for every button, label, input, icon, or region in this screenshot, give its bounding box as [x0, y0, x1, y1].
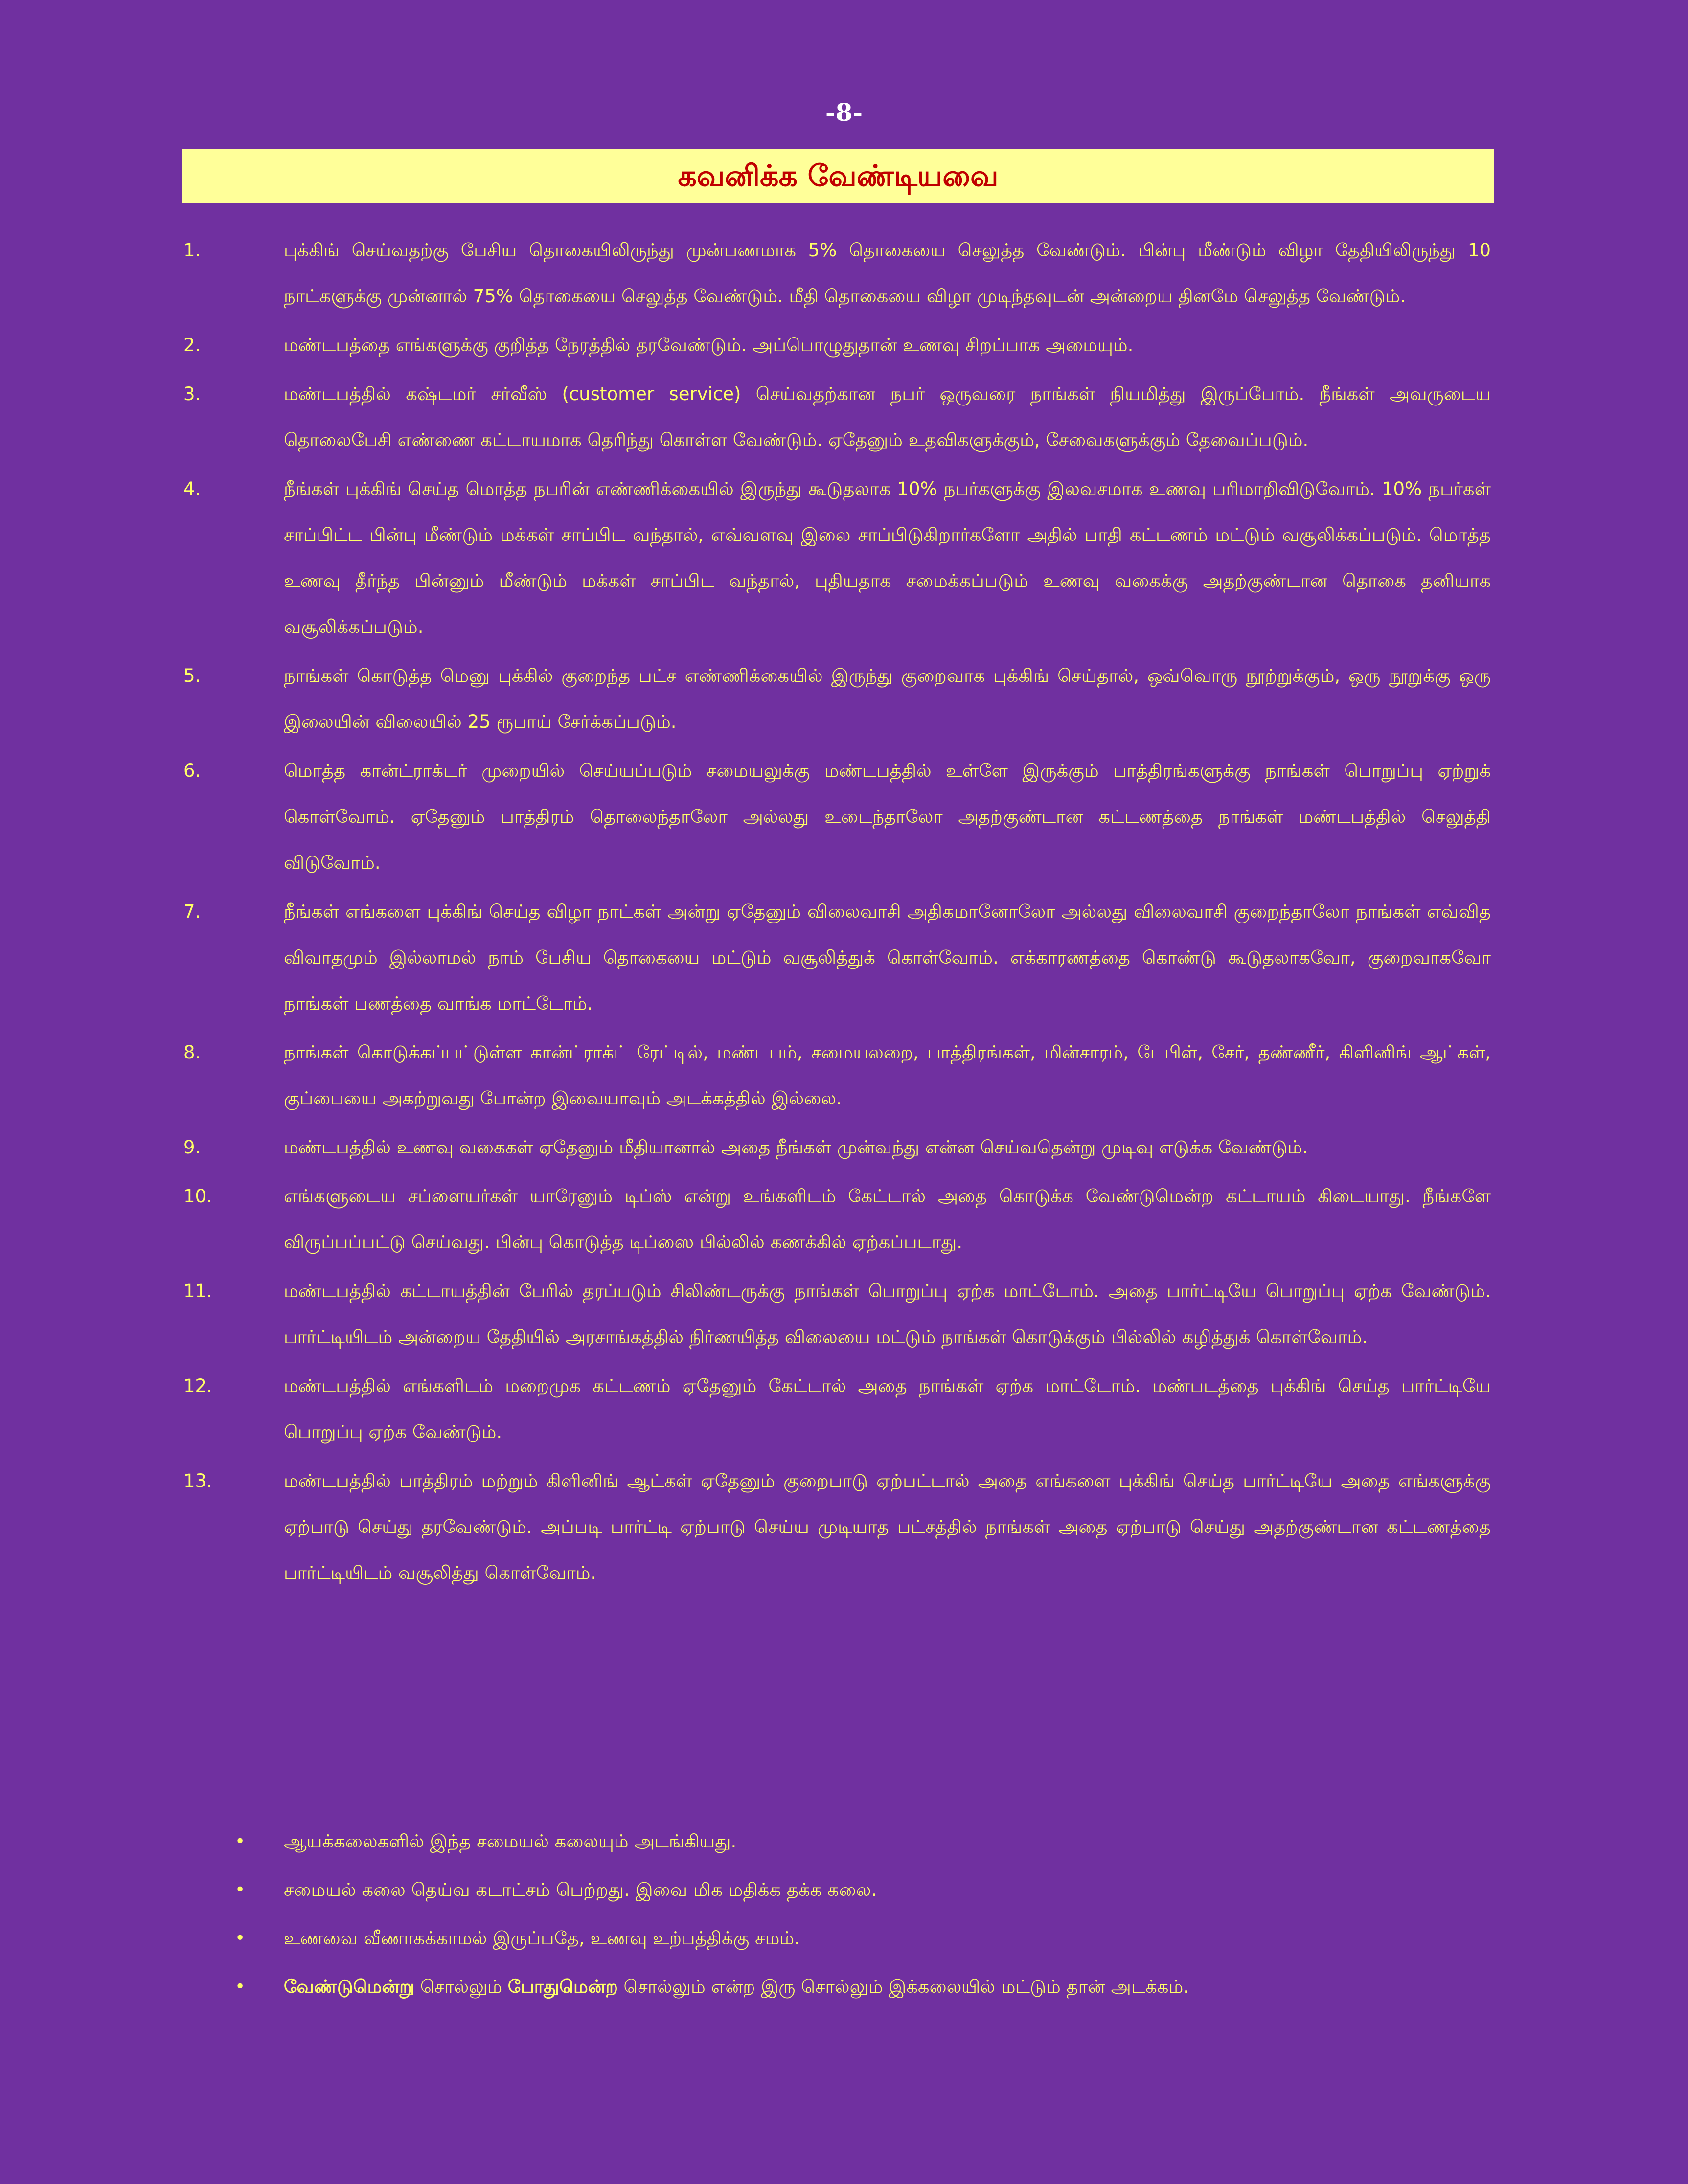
item-number: 2. — [183, 335, 201, 356]
list-item — [183, 1363, 1491, 1455]
bullet-dot-icon: • — [235, 1977, 246, 1997]
list-item — [183, 889, 1491, 1027]
item-text: நீங்கள் எங்களை புக்கிங் செய்த விழா நாட்கள் அன்று ஏதேனும் விலைவாசி அதிகமானோலோ அல்லது விலைவாசி குறைந்தாலோ நாங்கள் எவ்வித விவாதமும் இல்லாமல் நாம் பேசிய தொகையை மட்டும் வசூலித்துக் கொள்வோம். எக்காரணத்தை கொண்டு கூடுதலாகவோ, குறைவாகவோ நாங்கள் பணத்தை வாங்க மாட்டோம். — [284, 901, 1491, 1014]
bullet-item — [235, 1962, 1487, 2011]
bullet-dot-icon: • — [235, 1831, 246, 1851]
list-item — [183, 466, 1491, 650]
list-item — [183, 1125, 1491, 1171]
list-item — [183, 1458, 1491, 1596]
list-item — [183, 748, 1491, 886]
item-number: 7. — [183, 901, 201, 922]
item-text: மண்டபத்தில் உணவு வகைகள் ஏதேனும் மீதியானால் அதை நீங்கள் முன்வந்து என்ன செய்வதென்று முடிவு எடுக்க வேண்டும். — [284, 1137, 1308, 1158]
item-number: 9. — [183, 1137, 201, 1158]
list-item — [183, 371, 1491, 463]
list-item — [183, 653, 1491, 745]
item-number: 12. — [183, 1375, 212, 1396]
bullet-text-mixed — [284, 1962, 1189, 2011]
item-number: 5. — [183, 665, 201, 686]
bullet-item — [235, 1866, 1487, 1914]
item-number: 13. — [183, 1470, 212, 1491]
item-number: 11. — [183, 1281, 212, 1302]
bullet-list — [235, 1817, 1487, 2011]
item-text: எங்களுடைய சப்ளையர்கள் யாரேனும் டிப்ஸ் என்று உங்களிடம் கேட்டால் அதை கொடுக்க வேண்டுமென்ற கட்டாயம் கிடையாது. நீங்களே விருப்பப்பட்டு செய்வது. பின்பு கொடுத்த டிப்ஸை பில்லில் கணக்கில் ஏற்கப்படாது. — [284, 1186, 1491, 1253]
bullet-item — [235, 1817, 1487, 1866]
bullet-text: சமையல் கலை தெய்வ கடாட்சம் பெற்றது. இவை மிக மதிக்க தக்க கலை. — [284, 1879, 877, 1900]
bullet-text: உணவை வீணாகக்காமல் இருப்பதே, உணவு உற்பத்திக்கு சமம். — [284, 1928, 800, 1949]
item-number: 8. — [183, 1042, 201, 1063]
bullet-item — [235, 1914, 1487, 1962]
item-text: மண்டபத்தை எங்களுக்கு குறித்த நேரத்தில் தரவேண்டும். அப்பொழுதுதான் உணவு சிறப்பாக அமையும். — [284, 335, 1134, 356]
item-text: மண்டபத்தில் கட்டாயத்தின் பேரில் தரப்படும் சிலிண்டருக்கு நாங்கள் பொறுப்பு ஏற்க மாட்டோம். அதை பார்ட்டியே பொறுப்பு ஏற்க வேண்டும். பார்ட்டியிடம் அன்றைய தேதியில் அரசாங்கத்தில் நிர்ணயித்த விலையை மட்டும் நாங்கள் கொடுக்கும் பில்லில் கழித்துக் கொள்வோம். — [284, 1281, 1491, 1348]
page-number: -8- — [825, 98, 863, 127]
item-number: 6. — [183, 760, 201, 781]
title-banner — [182, 149, 1494, 203]
list-item — [183, 1173, 1491, 1265]
plain-text: சொல்லும் — [414, 1976, 508, 1997]
item-text: புக்கிங் செய்வதற்கு பேசிய தொகையிலிருந்து முன்பணமாக 5% தொகையை செலுத்த வேண்டும். பின்பு மீண்டும் விழா தேதியிலிருந்து 10 நாட்களுக்கு முன்னால் 75% தொகையை செலுத்த வேண்டும். மீதி தொகையை விழா முடிந்தவுடன் அன்றைய தினமே செலுத்த வேண்டும். — [284, 240, 1491, 307]
item-number: 10. — [183, 1186, 212, 1207]
item-text: நாங்கள் கொடுத்த மெனு புக்கில் குறைந்த பட்ச எண்ணிக்கையில் இருந்து குறைவாக புக்கிங் செய்தால், ஒவ்வொரு நூற்றுக்கும், ஒரு நூறுக்கு ஒரு இலையின் விலையில் 25 ரூபாய் சேர்க்கப்படும். — [284, 665, 1491, 732]
bullet-text: ஆயக்கலைகளில் இந்த சமையல் கலையும் அடங்கியது. — [284, 1831, 737, 1852]
item-number: 4. — [183, 478, 201, 499]
item-text: மண்டபத்தில் பாத்திரம் மற்றும் கிளினிங் ஆட்கள் ஏதேனும் குறைபாடு ஏற்பட்டால் அதை எங்களை புக்கிங் செய்த பார்ட்டியே அதை எங்களுக்கு ஏற்பாடு செய்து தரவேண்டும். அப்படி பார்ட்டி ஏற்பாடு செய்ய முடியாத பட்சத்தில் நாங்கள் அதை ஏற்பாடு செய்து அதற்குண்டான கட்டணத்தை பார்ட்டியிடம் வசூலித்து கொள்வோம். — [284, 1470, 1491, 1583]
bullet-dot-icon: • — [235, 1880, 246, 1900]
item-text: மண்டபத்தில் கஷ்டமர் சர்வீஸ் (customer service) செய்வதற்கான நபர் ஒருவரை நாங்கள் நியமித்து இருப்போம். நீங்கள் அவருடைய தொலைபேசி எண்ணை கட்டாயமாக தெரிந்து கொள்ள வேண்டும். ஏதேனும் உதவிகளுக்கும், சேவைகளுக்கும் தேவைப்படும். — [284, 383, 1491, 450]
item-text: நீங்கள் புக்கிங் செய்த மொத்த நபரின் எண்ணிக்கையில் இருந்து கூடுதலாக 10% நபர்களுக்கு இலவசமாக உணவு பரிமாறிவிடுவோம். 10% நபர்கள் சாப்பிட்ட பின்பு மீண்டும் மக்கள் சாப்பிட வந்தால், எவ்வளவு இலை சாப்பிடுகிறார்களோ அதில் பாதி கட்டணம் மட்டும் வசூலிக்கப்படும். மொத்த உணவு தீர்ந்த பின்னும் மீண்டும் மக்கள் சாப்பிட வந்தால், புதியதாக சமைக்கப்படும் உணவு வகைக்கு அதற்குண்டான தொகை தனியாக வசூலிக்கப்படும். — [284, 478, 1491, 637]
list-item — [183, 227, 1491, 319]
item-number: 1. — [183, 240, 201, 261]
item-text: நாங்கள் கொடுக்கப்பட்டுள்ள கான்ட்ராக்ட் ரேட்டில், மண்டபம், சமையலறை, பாத்திரங்கள், மின்சாரம், டேபிள், சேர், தண்ணீர், கிளினிங் ஆட்கள், குப்பையை அகற்றுவது போன்ற இவையாவும் அடக்கத்தில் இல்லை. — [284, 1042, 1491, 1109]
list-item — [183, 322, 1491, 368]
bullet-dot-icon: • — [235, 1928, 246, 1948]
list-item — [183, 1030, 1491, 1122]
item-number: 3. — [183, 383, 201, 405]
item-text: மொத்த கான்ட்ராக்டர் முறையில் செய்யப்படும் சமையலுக்கு மண்டபத்தில் உள்ளே இருக்கும் பாத்திரங்களுக்கு நாங்கள் பொறுப்பு ஏற்றுக் கொள்வோம். ஏதேனும் பாத்திரம் தொலைந்தாலோ அல்லது உடைந்தாலோ அதற்குண்டான கட்டணத்தை நாங்கள் மண்டபத்தில் செலுத்தி விடுவோம். — [284, 760, 1491, 873]
page-title: கவனிக்க வேண்டியவை — [678, 159, 999, 193]
plain-text: சொல்லும் என்ற இரு சொல்லும் இக்கலையில் மட்டும் தான் அடக்கம். — [617, 1976, 1189, 1997]
list-item — [183, 1268, 1491, 1360]
item-text: மண்டபத்தில் எங்களிடம் மறைமுக கட்டணம் ஏதேனும் கேட்டால் அதை நாங்கள் ஏற்க மாட்டோம். மண்படத்தை புக்கிங் செய்த பார்ட்டியே பொறுப்பு ஏற்க வேண்டும். — [284, 1375, 1491, 1442]
terms-list — [183, 227, 1491, 1599]
bold-word: வேண்டுமென்று — [284, 1976, 415, 1997]
bold-word: போதுமென்ற — [507, 1976, 618, 1997]
